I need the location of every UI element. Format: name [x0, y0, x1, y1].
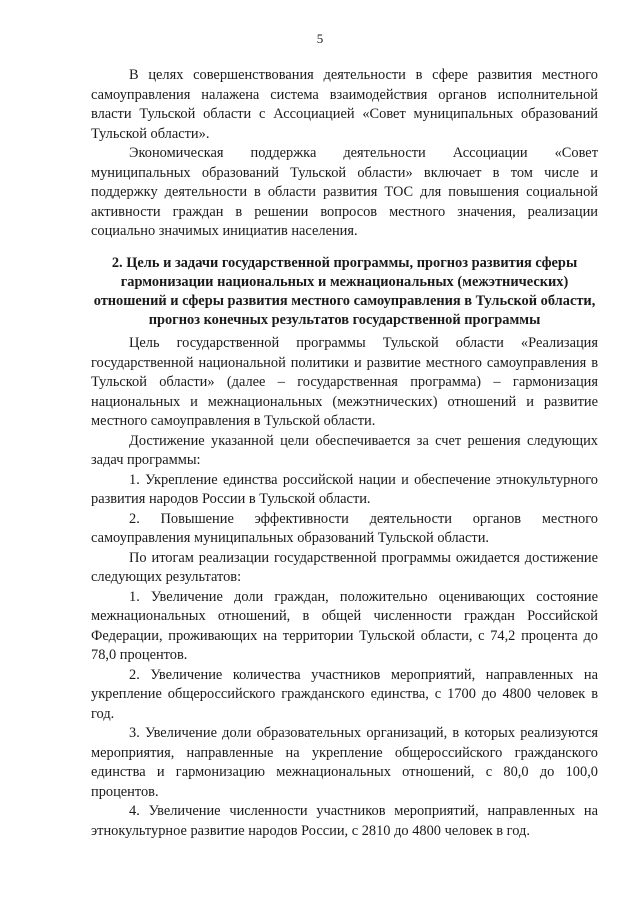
- goals-section: [91, 334, 598, 841]
- paragraph-task-2: 2. Повышение эффективности деятельности органов местного самоуправления муниципальных образований Тульской области.: [91, 510, 598, 546]
- paragraph-task-1: 1. Укрепление единства российской нации и обеспечение этнокультурного развития народов России в Тульской области.: [91, 471, 598, 507]
- paragraph-result-4: 4. Увеличение численности участников мероприятий, направленных на этнокультурное развитие народов России, с 2810 до 4800 человек в год.: [91, 803, 598, 839]
- paragraph-intro-1: В целях совершенствования деятельности в сфере развития местного самоуправления налажена система взаимодействия органов исполнительной власти Тульской области с Ассоциацией «Совет муниципальных образований Тульской области».: [91, 67, 598, 142]
- paragraph-tasks-intro: Достижение указанной цели обеспечивается за счет решения следующих задач программы:: [91, 432, 598, 468]
- paragraph-result-3: 3. Увеличение доли образовательных организаций, в которых реализуются мероприятия, направленные на укрепление общероссийского гражданского единства и гармонизацию межнациональных отношений, с 80,0 до 100,0 процентов.: [91, 725, 598, 800]
- paragraph-result-1: 1. Увеличение доли граждан, положительно оценивающих состояние межнациональных отношений, в общей численности граждан Российской Федерации, проживающих на территории Тульской области, с 74,2 процента до 78,0 процентов.: [91, 588, 598, 663]
- page-number: 5: [316, 31, 324, 46]
- paragraph-results-intro: По итогам реализации государственной программы ожидается достижение следующих результатов:: [91, 549, 598, 585]
- paragraph-result-2: 2. Увеличение количества участников мероприятий, направленных на укрепление общероссийского гражданского единства, с 1700 до 4800 человек в год.: [91, 666, 598, 722]
- section-heading: 2. Цель и задачи государственной программы, прогноз развития сферы гармонизации национальных и межнациональных (межэтнических) отношений и сферы развития местного самоуправления в Тульской области, прогноз конечных результатов государственной программы: [93, 255, 596, 328]
- paragraph-intro-2: Экономическая поддержка деятельности Ассоциации «Совет муниципальных образований Тульской области» включает в том числе и поддержку деятельности в области развития ТОС для повышения социальной активности граждан в решении вопросов местного значения, реализации социально значимых инициатив населения.: [91, 145, 598, 239]
- intro-section: [91, 66, 598, 242]
- paragraph-program-goal: Цель государственной программы Тульской области «Реализация государственной национальной политики и развитие местного самоуправления в Тульской области» (далее – государственная программа) – гармонизация национальных и межнациональных (межэтнических) отношений и развитие местного самоуправления в Тульской области.: [91, 335, 598, 429]
